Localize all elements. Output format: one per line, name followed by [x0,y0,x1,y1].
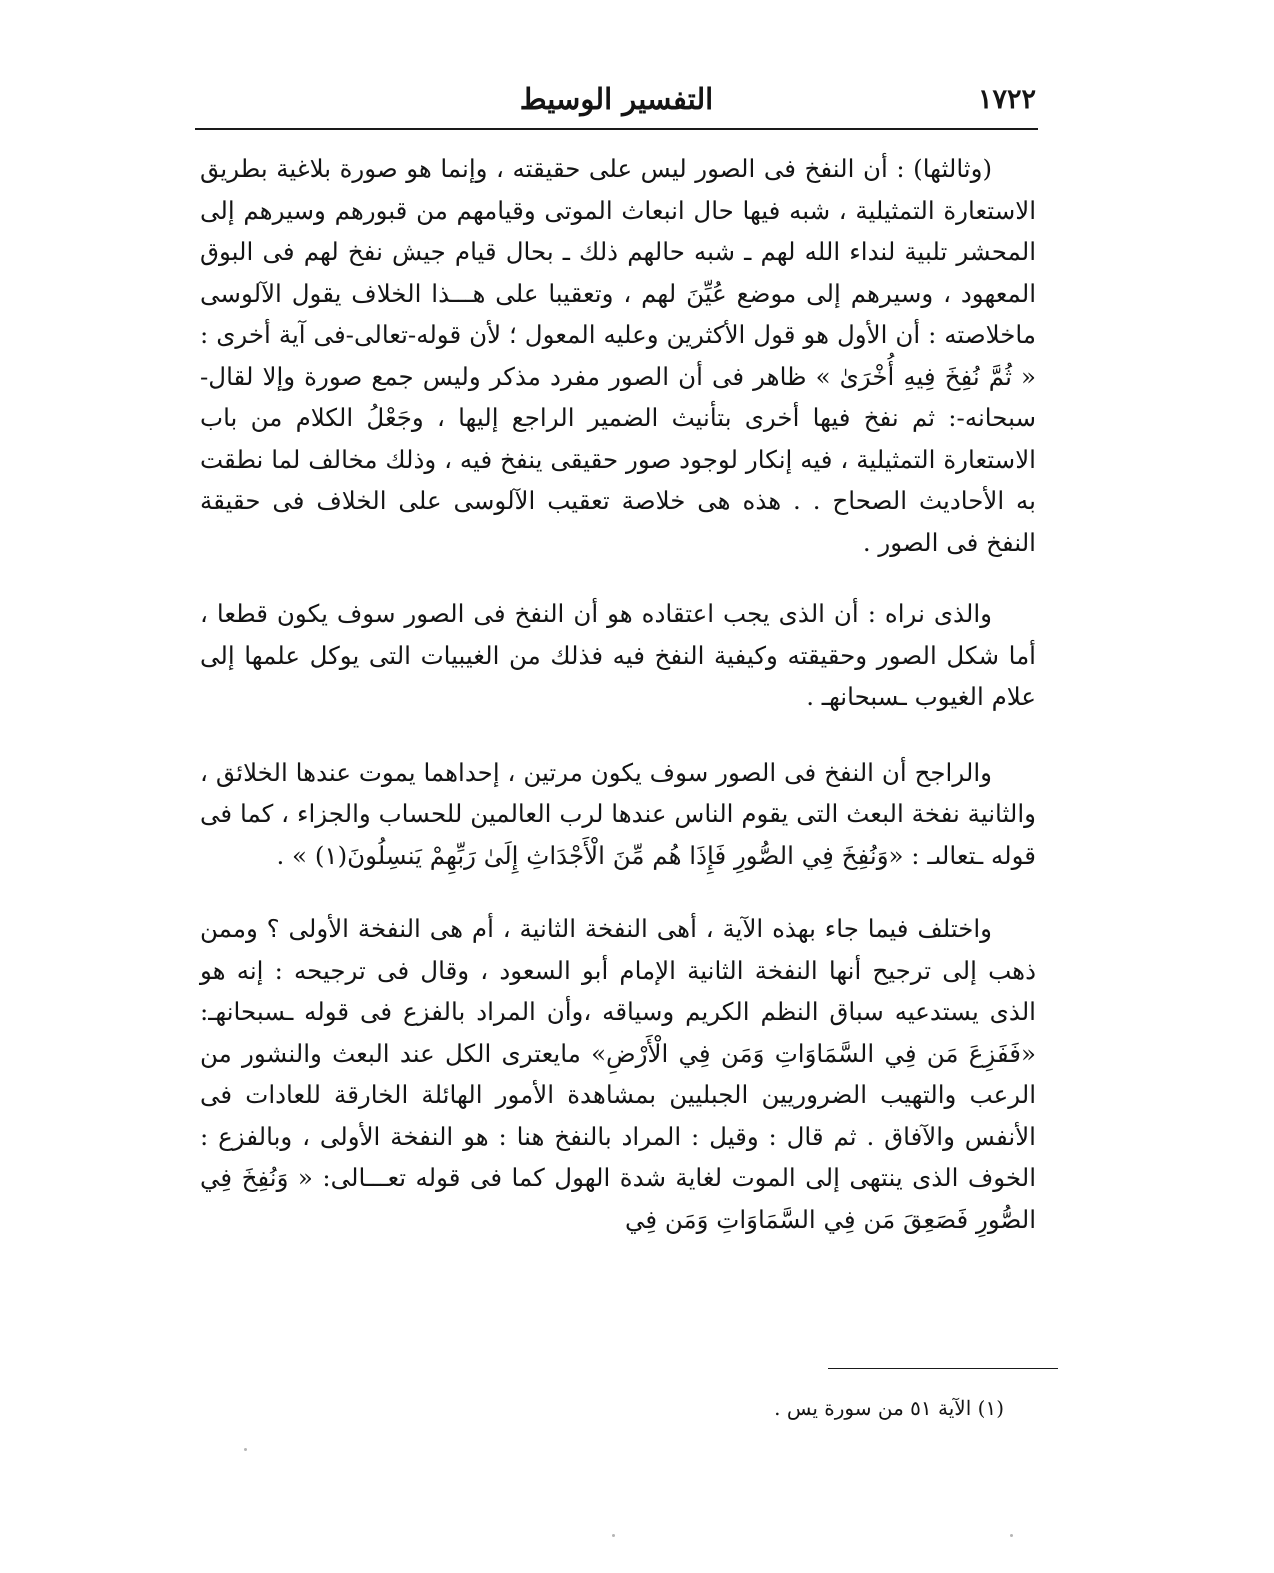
book-title: التفسير الوسيط [519,82,714,116]
paragraph-gap [200,876,1036,908]
paragraph-two-blasts: والراجح أن النفخ فى الصور سوف يكون مرتين ، إحداهما يموت عندها الخلائق ، والثانية نفخة البعث التى يقوم الناس عندها لرب العالمين للحساب والجزاء ، كما فى قوله ـتعالىـ : «وَنُفِخَ فِي الصُّورِ فَإِذَا هُم مِّنَ الْأَجْدَاثِ إِلَىٰ رَبِّهِمْ يَنسِلُونَ(١) » . [200,757,1036,870]
page-number: ١٧٢٢ [977,84,1036,115]
paragraph-gap [200,563,1036,593]
page-header [195,82,1038,122]
scan-speck [1010,1534,1013,1537]
scan-speck [612,1534,615,1537]
paragraph-thirdly: (وثالثها) : أن النفخ فى الصور ليس على حقيقته ، وإنما هو صورة بلاغية بطريق الاستعارة التمثيلية ، شبه فيها حال انبعاث الموتى وقيامهم من قبورهم وسيرهم إلى المحشر تلبية لنداء الله لهم ـ شبه حالهم ذلك ـ بحال قيام جيش نفخ لهم فى البوق المعهود ، وسيرهم إلى موضع عُيِّنَ لهم ، وتعقيبا على هـــذا الخلاف يقول الآلوسى ماخلاصته : أن الأول هو قول الأكثرين وعليه المعول ؛ لأن قوله-تعالى-فى آية أخرى : « ثُمَّ نُفِخَ فِيهِ أُخْرَىٰ » ظاهر فى أن الصور مفرد مذكر وليس جمع صورة وإلا لقال-سبحانه-: ثم نفخ فيها أخرى بتأنيث الضمير الراجع إليها ، وجَعْلُ الكلام من باب الاستعارة التمثيلية ، فيه إنكار لوجود صور حقيقى ينفخ فيه ، وذلك مخالف لما نطقت به الأحاديث الصحاح . . هذه هى خلاصة تعقيب الآلوسى على الخلاف فى حقيقة النفخ فى الصور . [200,154,1036,557]
paragraph-gap [200,718,1036,752]
footnote-rule [828,1368,1058,1369]
paragraph-disagreement: واختلف فيما جاء بهذه الآية ، أهى النفخة الثانية ، أم هى النفخة الأولى ؟ وممن ذهب إلى ترجيح أنها النفخة الثانية الإمام أبو السعود ، وقال فى ترجيحه : إنه هو الذى يستدعيه سباق النظم الكريم وسياقه ،وأن المراد بالفزع فى قوله ـسبحانهـ: «فَفَزِعَ مَن فِي السَّمَاوَاتِ وَمَن فِي الْأَرْضِ» مايعترى الكل عند البعث والنشور من الرعب والتهيب الضروريين الجبليين بمشاهدة الأمور الهائلة الخارقة للعادات فى الأنفس والآفاق . ثم قال : وقيل : المراد بالنفخ هنا : هو النفخة الأولى ، وبالفزع : الخوف الذى ينتهى إلى الموت لغاية شدة الهول كما فى قوله تعـــالى: « وَنُفِخَ فِي الصُّورِ فَصَعِقَ مَن فِي السَّمَاوَاتِ وَمَن فِي [200,914,1036,1234]
header-rule [195,128,1038,130]
scan-speck [244,1448,247,1451]
body-text [200,148,1036,1240]
footnote: (١) الآية ٥١ من سورة يس . [774,1396,1004,1420]
paragraph-our-view: والذى نراه : أن الذى يجب اعتقاده هو أن النفخ فى الصور سوف يكون قطعا ، أما شكل الصور وحقيقته وكيفية النفخ فيه فذلك من الغيبيات التى يوكل علمها إلى علام الغيوب ـسبحانهـ . [200,599,1036,711]
